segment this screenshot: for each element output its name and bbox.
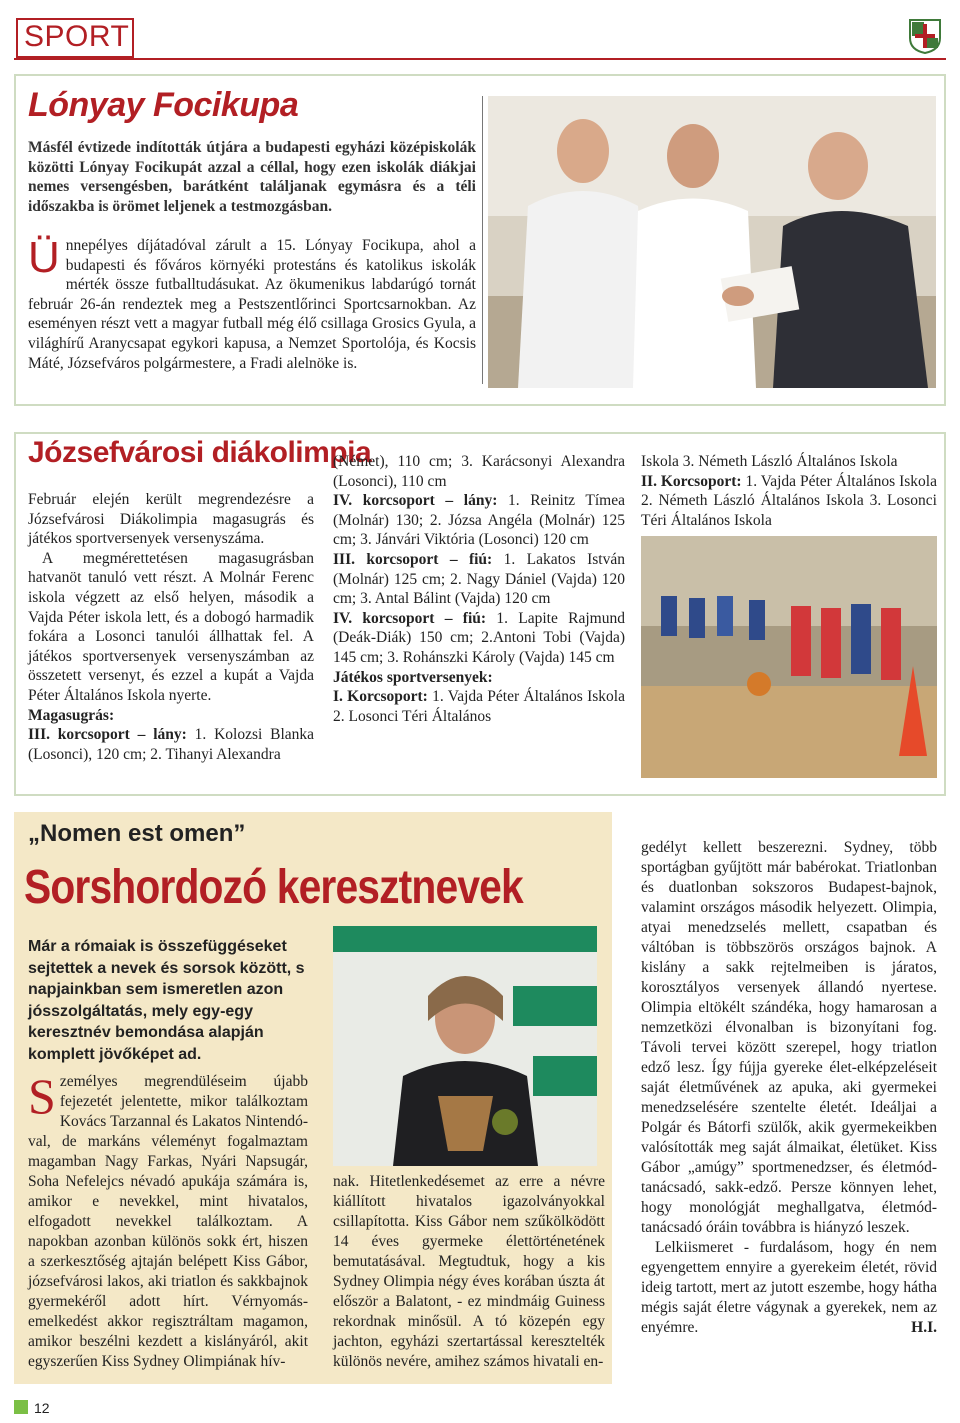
result-line: III. korcsoport – fiú: 1. Lakatos István (Molnár) 125 cm; 2. Nagy Dániel (Vajda) 120 cm; 3. Antal Bálint (Vajda) 120 cm	[333, 550, 625, 608]
result-line: IV. korcsoport – fiú: 1. Lapite Rajmund (Deák-Diák) 150 cm; 2.Antoni Tobi (Vajda) 145 cm; 3. Rohánszki Károly (Vajda) 145 cm	[333, 609, 625, 666]
column-divider	[482, 96, 483, 384]
article-title-diakolimpia: Józsefvárosi diákolimpia	[28, 436, 372, 469]
paragraph: Lelkiismeret - furdalásom, hogy én nem egyengettem ennyire a gyerekeim életét, rövid ideig tartott, mert az jutott eszembe, hogy hátha mégis saját életre vágynak a gyerekek, nem az enyémre. H.I.	[641, 1239, 937, 1336]
author-initials: H.I.	[911, 1319, 937, 1336]
dropcap-s: S	[28, 1068, 56, 1124]
page-marker	[14, 1400, 28, 1414]
photo-handshake-award	[488, 96, 936, 388]
result-line: (Német), 110 cm; 3. Karácsonyi Alexandra (Losonci), 110 cm	[333, 453, 625, 490]
nomen-column-1	[28, 1068, 308, 1372]
nomen-column-2: nak. Hitetlenkedésemet az erre a névre kiállított hivatalos igazolványokkal csillapította. Kiss Gábor nem szűkölködött 14 éves gyermeke élettörténetének bemutatásával. Megtudtuk, hogy a kis Sydney Olimpia négy éves korában úszta át először a Balatont, - ez mindmáig Guiness rekordnak minősül. A tó közepén egy jachton, egyházi szertartással keresztelték különös nevére, amihez számos hivatali en-	[333, 1173, 605, 1370]
article-title-nomen: Sorshordozó keresztnevek	[24, 861, 523, 914]
result-line: I. Korcsoport: 1. Vajda Péter Általános Iskola 2. Losonci Téri Általános	[333, 688, 625, 725]
result-line: Iskola 3. Németh László Általános Iskola	[641, 453, 898, 470]
church-crest-icon	[908, 18, 942, 54]
section-header-rule	[14, 14, 946, 60]
paragraph: Február elején került megrendezésre a Józsefvárosi Diákolimpia magasugrás és játékos sportversenyek versenyszáma.	[28, 491, 314, 548]
paragraph: gedélyt kellett beszerezni. Sydney, több sportágban gyűjtött már babérokat. Triatlonban és duatlonban sokszoros Budapest-bajnok, valamint országos második helyezett. Olimpia, atyai menedzselés mellett, csapatban és váltóban is többszörös országos bajnok. A kislány a sakk rejtelmeiben is járatos, korosztályos versenyek állandó nyertese. Olimpia eltökélt szándéka, hogy hamarosan a nemzetközi élvonalban is bizonyítani fog. Távoli tervei között szerepel, hogy triatlon edző lesz. Így fújja gyereke élet-elképzeléseit saját életművének az apuka, aki gyermekei menedzselésére szentelte életét. Ideáljai a Polgár és Bátorfi szülők, akik gyermekeikben valósították meg saját álmaikat, életüket. Kiss Gábor „amúgy” sportmenedzser, és életmód-tanácsadó, sakk-edző. Persze könnyen lehet, hogy monológját meghallgatva, életmód-tanácsadó óráin továbbra is hiányzó leszek.	[641, 839, 937, 1236]
results-heading: Játékos sportversenyek:	[333, 668, 493, 686]
article-kicker: „Nomen est omen”	[28, 820, 246, 847]
diakolimpia-column-3	[641, 452, 937, 530]
article-body-lonyay	[28, 233, 476, 373]
article-lead-lonyay: Másfél évtizede indították útjára a budapesti egyházi középiskolák közötti Lónyay Focikupát azzal a céllal, hogy ezen iskolák diákjai nemes versengésben, barátként találjanak egymásra és a téli időszakba is örömet leljenek a testmozgásban.	[28, 139, 476, 215]
photo-girl-trophy	[333, 926, 597, 1166]
page-number: 12	[34, 1400, 50, 1416]
section-label: SPORT	[24, 20, 130, 53]
diakolimpia-column-2	[333, 452, 625, 726]
article-body-text: nnepélyes díjátadóval zárult a 15. Lónyay Focikupa, ahol a budapesti és főváros környéki protestáns és katolikus iskolák mérték össze futballtudásukat. Az ökumenikus labdarúgó tornát február 26-án rendeztek meg a Pestszentlőrinci Sportcsarnokban. Az eseményen részt vett a magyar futball még élő csillaga Grosics Gyula, a világhírű Aranycsapat egykori kapusa, a Nemzet Sportolója, és Kocsis Máté, Józsefváros polgármestere, a Fradi alelnöke is.	[28, 237, 476, 372]
result-line: III. korcsoport – lány: 1. Kolozsi Blanka (Losonci), 120 cm; 2. Tihanyi Alexandra	[28, 726, 315, 763]
results-heading: Magasugrás:	[28, 706, 115, 724]
diakolimpia-column-1	[28, 490, 314, 764]
article-title-lonyay: Lónyay Focikupa	[28, 86, 299, 124]
result-line: IV. korcsoport – lány: 1. Reinitz Tímea (Molnár) 130; 2. Józsa Angéla (Molnár) 125 cm; 3. Jánvári Viktória (Losonci) 120 cm	[333, 492, 625, 549]
article-lead-nomen: Már a rómaiak is összefüggéseket sejtettek a nevek és sorsok között, s napjainkban sem ismeretlen azon jósszolgáltatás, mely egy-egy keresztnév bemondása alapján komplett jövőképet ad.	[28, 938, 305, 1063]
dropcap-u: Ü	[28, 233, 60, 282]
nomen-column-3	[641, 838, 937, 1338]
result-line: II. Korcsoport: 1. Vajda Péter Általános Iskola 2. Németh László Általános Iskola 3. Losonci Téri Általános Iskola	[641, 472, 937, 529]
paragraph: A megmérettetésen magasugrásban hatvanöt tanuló vett részt. A Molnár Ferenc iskola végzett az első helyen, második a Vajda Péter iskola lett, és a dobogó harmadik fokára a Losonci tanulói állhattak fel. A játékos sportversenyek versenyszámban az összetett versenyt, és ezzel a kupát a Vajda Péter Általános Iskola nyerte.	[28, 549, 314, 704]
article-body-text: zemélyes megrendüléseim újabb fejezetét jelentette, mikor találkoztam Kovács Tarzannal és Lakatos Nintendó-val, de markáns véleményt fogalmaztam magamban Nagy Farkas, Nyári Napsugár, Soha Nefelejcs névadó apukája számára is, amikor e nevekkel, mint hivatalos, elfogadott nevekkel találkoztam. A napokban azonban különös sokk ért, hiszen a szerkesztőség ajtaján belépett Kiss Gábor, józsefvárosi lakos, aki triatlon és sakkbajnok gyermekéről adott hírt. Vérnyomás-emelkedést akkor regisztráltam magamon, amikor beszélni kezdett a kislányáról, akit egyszerűen Kiss Sydney Olimpiának hív-	[28, 1073, 308, 1370]
photo-gym-competition	[641, 536, 937, 778]
